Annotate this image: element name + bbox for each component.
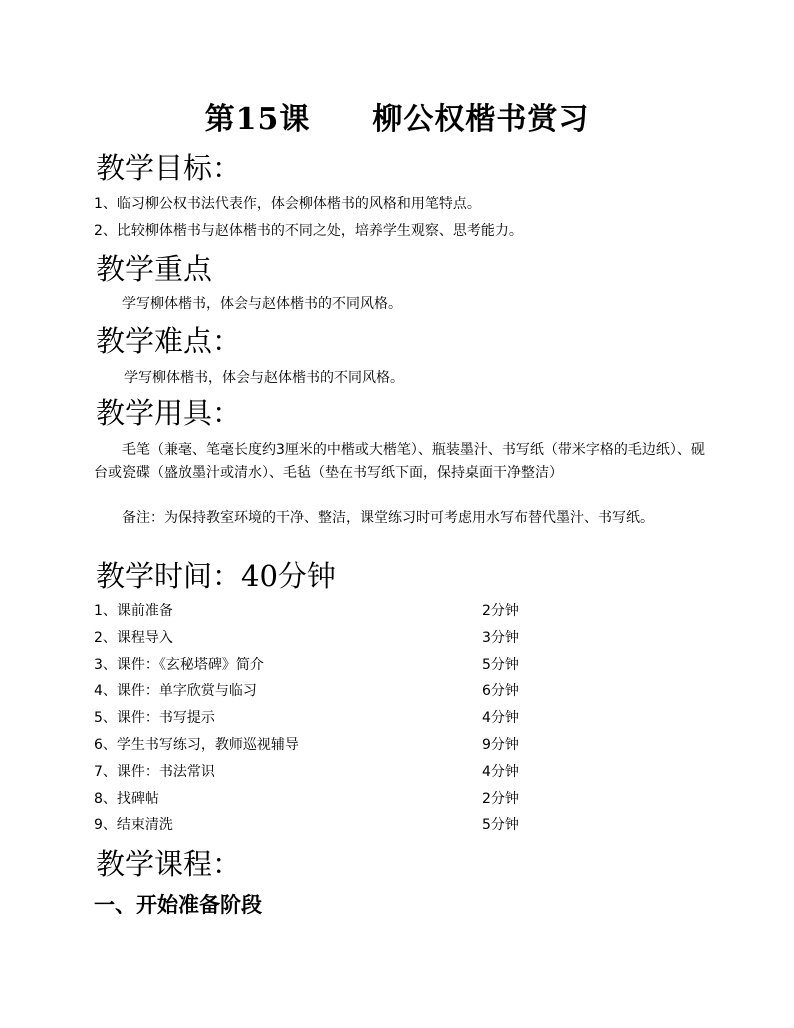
schedule-list bbox=[94, 598, 554, 839]
lesson-title: 第15课 柳公权楷书赏习 bbox=[204, 102, 590, 137]
schedule-row bbox=[94, 786, 554, 813]
schedule-duration: 2分钟 bbox=[482, 603, 519, 619]
schedule-item: 4、课件：单字欣赏与临习 bbox=[94, 683, 257, 700]
objective-item-1: 1、临习柳公权书法代表作，体会柳体楷书的风格和用笔特点。 bbox=[94, 196, 481, 212]
tools-note: 备注：为保持教室环境的干净、整洁，课堂练习时可考虑用水写布替代墨汁、书写纸。 bbox=[122, 510, 654, 526]
schedule-row bbox=[94, 732, 554, 759]
schedule-row bbox=[94, 759, 554, 786]
tools-text: 毛笔（兼毫、笔毫长度约3厘米的中楷或大楷笔）、瓶装墨汁、书写纸（带米字格的毛边纸）、砚台或瓷碟（盛放墨汁或清水）、毛毡（垫在书写纸下面，保持桌面干净整洁） bbox=[94, 442, 705, 481]
schedule-duration: 4分钟 bbox=[482, 763, 519, 780]
schedule-row bbox=[94, 812, 554, 839]
schedule-duration: 2分钟 bbox=[482, 790, 519, 807]
tools-heading: 教学用具： bbox=[96, 396, 242, 430]
key-points-heading: 教学重点 bbox=[96, 252, 213, 286]
schedule-duration: 6分钟 bbox=[482, 683, 519, 700]
schedule-row bbox=[94, 625, 554, 652]
difficulties-text: 学写柳体楷书，体会与赵体楷书的不同风格。 bbox=[124, 370, 404, 386]
process-section-1: 一、开始准备阶段 bbox=[94, 892, 262, 917]
schedule-row bbox=[94, 652, 554, 679]
objectives-heading: 教学目标： bbox=[96, 151, 242, 185]
schedule-item: 6、学生书写练习，教师巡视辅导 bbox=[94, 736, 299, 753]
process-heading: 教学课程： bbox=[96, 847, 242, 881]
schedule-duration: 5分钟 bbox=[482, 817, 519, 834]
schedule-duration: 4分钟 bbox=[482, 710, 519, 727]
schedule-item: 7、课件：书法常识 bbox=[94, 763, 215, 780]
schedule-item: 5、课件：书写提示 bbox=[94, 710, 215, 727]
schedule-item: 8、找碑帖 bbox=[94, 790, 159, 807]
schedule-duration: 9分钟 bbox=[482, 736, 519, 753]
key-points-text: 学写柳体楷书，体会与赵体楷书的不同风格。 bbox=[122, 296, 402, 312]
schedule-row bbox=[94, 705, 554, 732]
schedule-duration: 3分钟 bbox=[482, 629, 519, 646]
schedule-row bbox=[94, 678, 554, 705]
difficulties-heading: 教学难点： bbox=[96, 324, 242, 358]
objective-item-2: 2、比较柳体楷书与赵体楷书的不同之处，培养学生观察、思考能力。 bbox=[94, 223, 523, 239]
schedule-item: 9、结束清洗 bbox=[94, 817, 173, 834]
schedule-row bbox=[94, 598, 554, 625]
time-heading: 教学时间：40分钟 bbox=[96, 559, 336, 593]
schedule-item: 3、课件：《玄秘塔碑》简介 bbox=[94, 656, 264, 673]
schedule-duration: 5分钟 bbox=[482, 656, 519, 673]
schedule-item: 2、课程导入 bbox=[94, 629, 173, 646]
schedule-item: 1、课前准备 bbox=[94, 603, 173, 619]
